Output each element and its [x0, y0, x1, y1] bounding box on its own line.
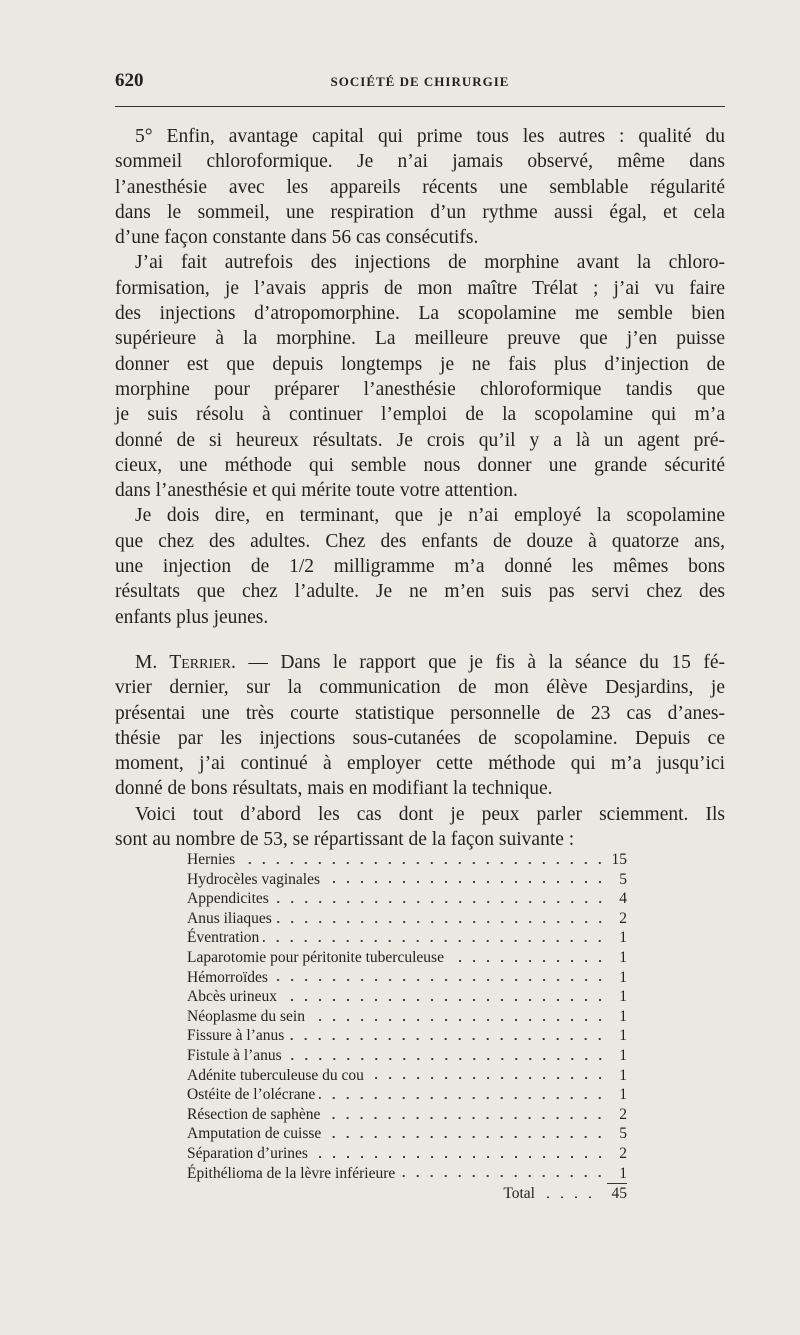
text-line: dans le sommeil, une respiration d’un rythme aussi égal, et cela — [115, 201, 725, 223]
table-row — [187, 1144, 627, 1164]
page-number: 620 — [115, 70, 144, 91]
case-count: 1 — [619, 1007, 627, 1025]
case-count: 1 — [619, 1164, 627, 1182]
case-label: Hydrocèles vaginales — [187, 870, 320, 888]
dot-leader — [273, 901, 607, 903]
case-count: 4 — [619, 890, 627, 908]
text-line: formisation, je l’avais appris de mon maître Trélat ; j’ai vu faire — [115, 277, 725, 299]
cases-table — [187, 850, 627, 1203]
table-row — [187, 1046, 627, 1066]
case-count: 5 — [619, 1125, 627, 1143]
paragraph — [115, 124, 725, 250]
dot-leader — [368, 1077, 607, 1079]
table-row — [187, 1164, 627, 1184]
line-text: — Dans le rapport que je fis à la séance du 15 fé- — [235, 651, 726, 673]
dot-leader — [288, 1038, 607, 1040]
text-line: morphine pour préparer l’anesthésie chloroformique tandis que — [115, 378, 725, 400]
text-line: cieux, une méthode qui semble nous donner une grande sécurité — [115, 454, 725, 476]
case-count: 1 — [619, 1066, 627, 1084]
text-line: donner est que depuis longtemps je ne fais plus d’injection de — [115, 353, 725, 375]
text-line: supérieure à la morphine. La meilleure preuve que j’en puisse — [115, 328, 725, 350]
dot-leader — [281, 999, 607, 1001]
case-label: Ostéite de l’olécrane — [187, 1086, 316, 1104]
case-count: 1 — [619, 1086, 627, 1104]
case-count: 15 — [611, 851, 627, 868]
case-count: 1 — [619, 968, 627, 986]
dot-leader — [324, 1117, 607, 1119]
text-line: thésie par les injections sous-cutanées de scopolamine. Depuis ce — [115, 727, 725, 749]
text-line: vrier dernier, sur la communication de mon élève Desjardins, je — [115, 677, 725, 699]
dot-leader — [263, 940, 607, 942]
text-line: présentai une très courte statistique personnelle de 23 cas d’anes- — [115, 702, 725, 724]
dot-leader — [309, 1019, 607, 1021]
table-row — [187, 1085, 627, 1105]
text-line: que chez des adultes. Chez des enfants de douze à quatorze ans, — [115, 530, 725, 552]
paragraph — [115, 650, 725, 802]
case-label: Résection de saphène — [187, 1105, 321, 1123]
dot-leader — [448, 960, 607, 962]
paragraph — [115, 802, 725, 853]
case-count: 2 — [619, 1105, 627, 1123]
text-line: dans l’anesthésie et qui mérite toute votre attention. — [115, 480, 518, 502]
dot-leader — [541, 1196, 601, 1198]
table-row — [187, 889, 627, 909]
case-label: Anus iliaques — [187, 909, 272, 927]
case-label: Néoplasme du sein — [187, 1007, 305, 1025]
text-line: enfants plus jeunes. — [115, 606, 269, 628]
total-value: 45 — [607, 1183, 627, 1204]
text-line: sont au nombre de 53, se répartissant de la façon suivante : — [115, 829, 575, 851]
speaker-name: M. Terrier. — [135, 651, 236, 673]
case-count: 2 — [619, 1144, 627, 1162]
case-label: Laparotomie pour péritonite tuberculeuse — [187, 948, 444, 966]
table-row — [187, 968, 627, 988]
case-label: Hémorroïdes — [187, 968, 268, 986]
text-line: des injections d’atropomorphine. La scopolamine me semble bien — [115, 303, 725, 325]
dot-leader — [319, 1097, 607, 1099]
case-count: 2 — [619, 909, 627, 927]
case-count: 1 — [619, 948, 627, 966]
header-rule — [115, 106, 725, 107]
text-line — [115, 650, 725, 675]
total-row — [187, 1183, 627, 1203]
case-label: Fistule à l’anus — [187, 1046, 282, 1064]
table-row — [187, 1124, 627, 1144]
running-title: SOCIÉTÉ DE CHIRURGIE — [330, 74, 510, 89]
case-count: 1 — [619, 1046, 627, 1064]
table-row — [187, 948, 627, 968]
text-line: Je dois dire, en terminant, que je n’ai employé la scopolamine — [135, 505, 725, 527]
text-line: J’ai fait autrefois des injections de morphine avant la chloro- — [135, 252, 725, 274]
case-label: Abcès urineux — [187, 988, 277, 1006]
dot-leader — [239, 862, 607, 864]
case-label: Appendicites — [187, 890, 269, 908]
dot-leader — [272, 979, 607, 981]
table-row — [187, 1105, 627, 1125]
case-label: Hernies — [187, 851, 236, 868]
case-label: Épithélioma de la lèvre inférieure — [187, 1164, 396, 1182]
dot-leader — [276, 921, 607, 923]
table-row — [187, 1066, 627, 1086]
table-row — [187, 909, 627, 929]
table-row — [187, 1026, 627, 1046]
total-label: Total — [503, 1185, 535, 1203]
table-row — [187, 1007, 627, 1027]
case-label: Séparation d’urines — [187, 1144, 308, 1162]
text-line: moment, j’ai continué à employer cette méthode qui m’a jusqu’ici — [115, 753, 725, 775]
dot-leader — [312, 1156, 607, 1158]
case-label: Fissure à l’anus — [187, 1027, 285, 1045]
text-line: je suis résolu à continuer l’emploi de la scopolamine qui m’a — [115, 404, 725, 426]
text-line: l’anesthésie avec les appareils récents une semblable régularité — [115, 176, 725, 198]
text-line: une injection de 1/2 milligramme m’a donné les mêmes bons — [115, 556, 725, 578]
body-text — [115, 124, 725, 852]
case-count: 1 — [619, 1027, 627, 1045]
text-line: d’une façon constante dans 56 cas consécutifs. — [115, 227, 479, 249]
table-row — [187, 928, 627, 948]
table-row — [187, 987, 627, 1007]
paragraph — [115, 503, 725, 629]
case-count: 1 — [619, 929, 627, 947]
dot-leader — [325, 1136, 607, 1138]
text-line: Voici tout d’abord les cas dont je peux parler sciemment. Ils — [135, 803, 725, 825]
case-label: Adénite tuberculeuse du cou — [187, 1066, 364, 1084]
dot-leader — [324, 881, 607, 883]
dot-leader — [286, 1058, 607, 1060]
text-line: sommeil chloroformique. Je n’ai jamais observé, même dans — [115, 151, 725, 173]
table-row — [187, 850, 627, 870]
text-line: donné de bons résultats, mais en modifiant la technique. — [115, 778, 553, 800]
text-line: résultats que chez l’adulte. Je ne m’en suis pas servi chez des — [115, 581, 725, 603]
case-label: Amputation de cuisse — [187, 1125, 322, 1143]
case-label: Éventration — [187, 929, 260, 947]
dot-leader — [399, 1175, 607, 1177]
paragraph — [115, 250, 725, 503]
case-count: 5 — [619, 870, 627, 888]
table-row — [187, 870, 627, 890]
case-count: 1 — [619, 988, 627, 1006]
text-line: donné de si heureux résultats. Je crois qu’il y a là un agent pré- — [115, 429, 725, 451]
text-line: 5° Enfin, avantage capital qui prime tous les autres : qualité du — [135, 126, 725, 147]
